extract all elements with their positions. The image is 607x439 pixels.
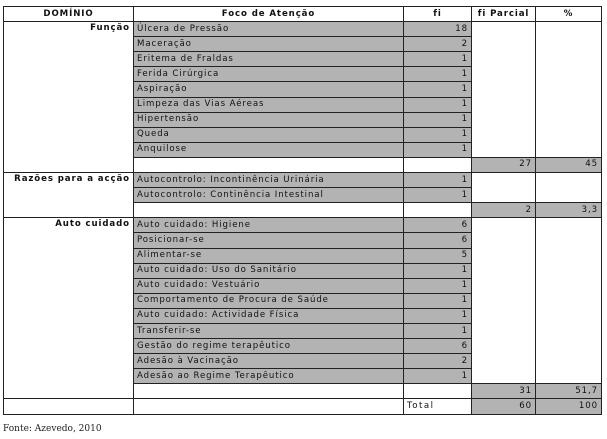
subtotal-percent-cell: 3,3: [536, 203, 602, 218]
subtotal-foco-empty-cell: [134, 203, 404, 218]
header-dominio: DOMÍNIO: [4, 7, 134, 22]
header-row: [4, 7, 602, 22]
percent-empty-cell: [536, 218, 602, 384]
fi-parcial-empty-cell: [472, 218, 536, 384]
foco-cell: Auto cuidado: Vestuário: [134, 278, 404, 293]
header-fi: fi: [404, 7, 472, 22]
fi-cell: 1: [404, 308, 472, 323]
fi-cell: 18: [404, 22, 472, 37]
subtotal-fi-parcial-cell: 2: [472, 203, 536, 218]
total-fi-parcial-cell: 60: [472, 399, 536, 414]
dominio-cell: Auto cuidado: [4, 218, 134, 399]
fi-cell: 6: [404, 233, 472, 248]
fi-cell: 1: [404, 67, 472, 82]
total-foco-empty-cell: [134, 399, 404, 414]
fi-cell: 1: [404, 127, 472, 142]
subtotal-foco-empty-cell: [134, 384, 404, 399]
fi-cell: 6: [404, 218, 472, 233]
foco-cell: Auto cuidado: Uso do Sanitário: [134, 263, 404, 278]
foco-cell: Limpeza das Vias Aéreas: [134, 97, 404, 112]
table-row: [4, 218, 602, 233]
fi-parcial-empty-cell: [472, 22, 536, 158]
foco-cell: Eritema de Fraldas: [134, 52, 404, 67]
subtotal-foco-empty-cell: [134, 157, 404, 172]
header-percent: %: [536, 7, 602, 22]
attention-focus-table: [3, 6, 602, 415]
subtotal-percent-cell: 51,7: [536, 384, 602, 399]
fi-cell: 2: [404, 354, 472, 369]
fi-cell: 1: [404, 369, 472, 384]
foco-cell: Adesão ao Regime Terapêutico: [134, 369, 404, 384]
dominio-cell: Razões para a acção: [4, 173, 134, 218]
table-body: [4, 22, 602, 414]
fi-cell: 1: [404, 82, 472, 97]
foco-cell: Queda: [134, 127, 404, 142]
foco-cell: Adesão à Vacinação: [134, 354, 404, 369]
foco-cell: Gestão do regime terapêutico: [134, 339, 404, 354]
subtotal-fi-empty-cell: [404, 157, 472, 172]
foco-cell: Aspiração: [134, 82, 404, 97]
total-row: [4, 399, 602, 414]
foco-cell: Autocontrolo: Incontinência Urinária: [134, 173, 404, 188]
header-fi-parcial: fi Parcial: [472, 7, 536, 22]
fi-cell: 1: [404, 323, 472, 338]
table-row: [4, 173, 602, 188]
dominio-cell: Função: [4, 22, 134, 173]
foco-cell: Autocontrolo: Continência Intestinal: [134, 188, 404, 203]
subtotal-percent-cell: 45: [536, 157, 602, 172]
fi-cell: 1: [404, 52, 472, 67]
fi-cell: 1: [404, 97, 472, 112]
foco-cell: Posicionar-se: [134, 233, 404, 248]
foco-cell: Hipertensão: [134, 112, 404, 127]
fi-cell: 1: [404, 278, 472, 293]
source-caption: Fonte: Azevedo, 2010: [3, 424, 102, 434]
fi-cell: 1: [404, 263, 472, 278]
fi-cell: 6: [404, 339, 472, 354]
foco-cell: Comportamento de Procura de Saúde: [134, 293, 404, 308]
percent-empty-cell: [536, 173, 602, 203]
foco-cell: Ferida Cirúrgica: [134, 67, 404, 82]
subtotal-fi-empty-cell: [404, 384, 472, 399]
subtotal-fi-empty-cell: [404, 203, 472, 218]
foco-cell: Anquilose: [134, 142, 404, 157]
fi-cell: 1: [404, 188, 472, 203]
foco-cell: Maceração: [134, 37, 404, 52]
foco-cell: Alimentar-se: [134, 248, 404, 263]
subtotal-fi-parcial-cell: 31: [472, 384, 536, 399]
fi-parcial-empty-cell: [472, 173, 536, 203]
fi-cell: 1: [404, 142, 472, 157]
subtotal-fi-parcial-cell: 27: [472, 157, 536, 172]
foco-cell: Auto cuidado: Actividade Física: [134, 308, 404, 323]
foco-cell: Auto cuidado: Higiene: [134, 218, 404, 233]
table-row: [4, 22, 602, 37]
header-foco: Foco de Atenção: [134, 7, 404, 22]
percent-empty-cell: [536, 22, 602, 158]
fi-cell: 1: [404, 173, 472, 188]
fi-cell: 1: [404, 112, 472, 127]
fi-cell: 5: [404, 248, 472, 263]
total-dominio-empty-cell: [4, 399, 134, 414]
foco-cell: Úlcera de Pressão: [134, 22, 404, 37]
total-label: Total: [404, 399, 472, 414]
total-percent-cell: 100: [536, 399, 602, 414]
fi-cell: 2: [404, 37, 472, 52]
foco-cell: Transferir-se: [134, 323, 404, 338]
fi-cell: 1: [404, 293, 472, 308]
